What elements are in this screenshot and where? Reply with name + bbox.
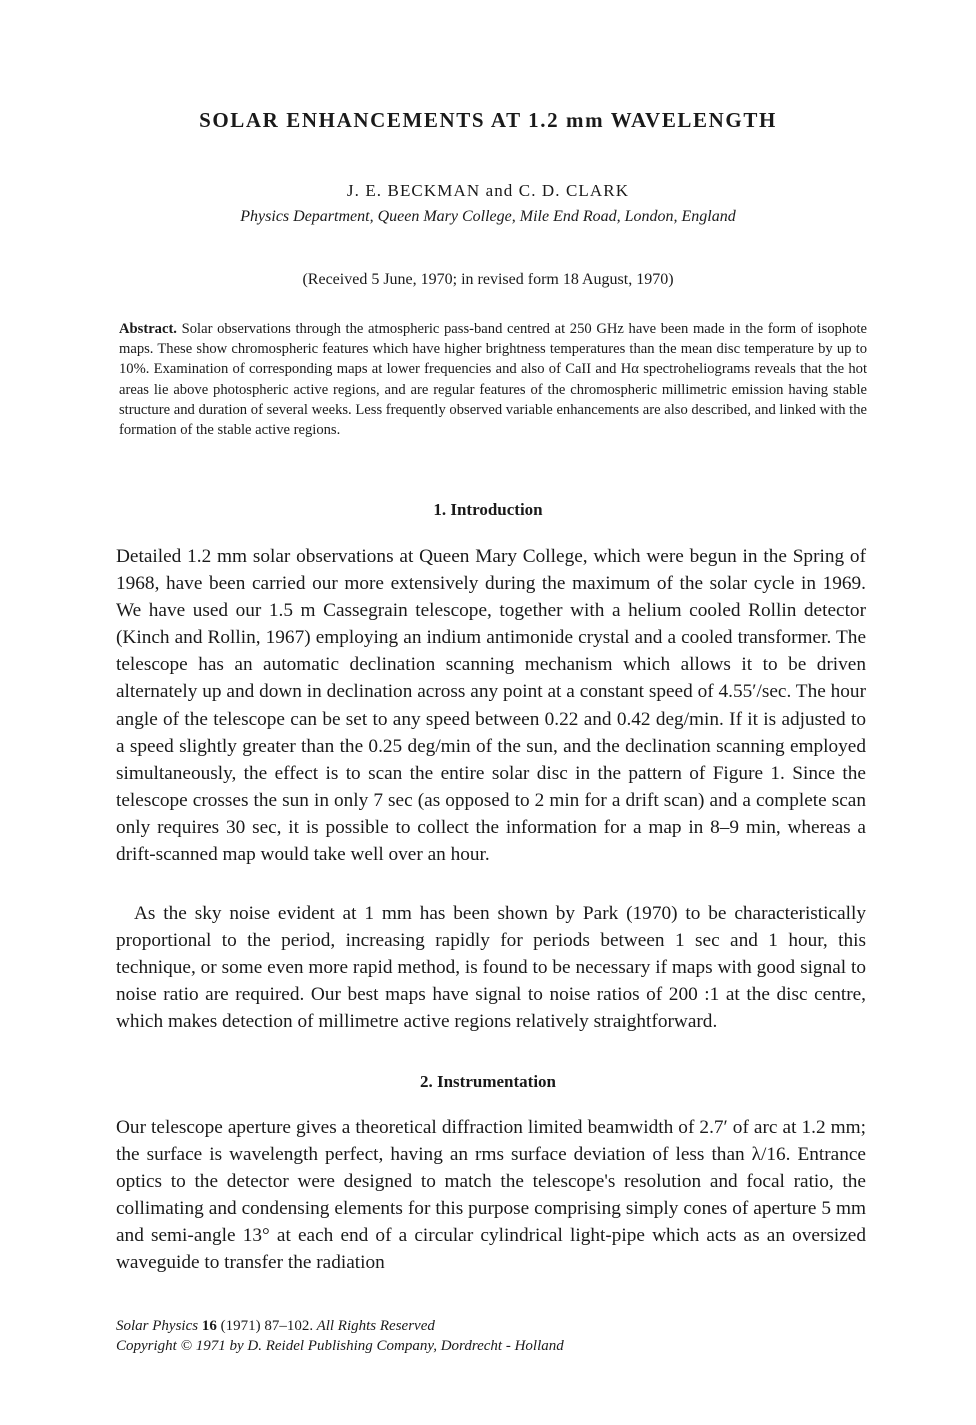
abstract-text: Solar observations through the atmospheric pass-band centred at 250 GHz have been made in the form of isophote maps. These show chromospheric features which have higher brightness temperatures than the mean disc temperature by up to 10%. Examination of corresponding maps at lower frequencies and also of CaII and Hα spectroheliograms reveals that the hot areas lie above photospheric active regions, and are regular features of the chromospheric millimetric emission having stable structure and duration of several weeks. Less frequently observed variable enhancements are also described, and linked with the formation of the stable active regions. xyxy=(119,321,867,439)
author-affiliation: Physics Department, Queen Mary College, Mile End Road, London, England xyxy=(240,208,736,225)
paragraph-text: Our telescope aperture gives a theoretical diffraction limited beamwidth of 2.7′ of arc at 1.2 mm; the surface is wavelength perfect, having an rms surface deviation of less than λ/16. Entrance optics to the detector were designed to match the telescope's resolution and focal ratio, the collimating and condensing elements for this purpose comprising simply cones of aperture 5 mm and semi-angle 13° at each end of a circular cylindrical light-pipe which acts as an oversized waveguide to transfer the radiation xyxy=(116,1117,866,1274)
journal-citation xyxy=(116,1316,876,1336)
paragraph-text: As the sky noise evident at 1 mm has been shown by Park (1970) to be characteristically proportional to the period, increasing rapidly for periods between 1 sec and 1 hour, this technique, or some even more rapid method, is found to be necessary if maps with good signal to noise ratio are required. Our best maps have signal to noise ratios of 200 :1 at the disc centre, which makes detection of millimetre active regions relatively straightforward. xyxy=(116,903,866,1033)
section-heading-introduction: 1. Introduction xyxy=(433,500,543,519)
paper-authors: J. E. BECKMAN and C. D. CLARK xyxy=(346,181,630,200)
paragraph-text: Detailed 1.2 mm solar observations at Queen Mary College, which were begun in the Spring of 1968, have been carried our more extensively during the maximum of the solar cycle in 1969. We have used our 1.5 m Cassegrain telescope, together with a helium cooled Rollin detector (Kinch and Rollin, 1967) employing an indium antimonide crystal and a cooled transformer. The telescope has an automatic declination scanning mechanism which allows it to be driven alternately up and down in declination across any point at a constant speed of 4.55′/sec. The hour angle of the telescope can be set to any speed between 0.22 and 0.42 deg/min. If it is adjusted to a speed slightly greater than the 0.25 deg/min of the sun, and the declination scanning employed simultaneously, the effect is to scan the entire solar disc in the pattern of Figure 1. Since the telescope crosses the sun in only 7 sec (as opposed to 2 min for a drift scan) and a complete scan only requires 30 sec, it is possible to collect the information for a map in 8–9 min, whereas a drift-scanned map would take well over an hour. xyxy=(116,546,866,866)
instrumentation-paragraph-1 xyxy=(116,1114,866,1277)
journal-name: Solar Physics xyxy=(116,1318,199,1334)
journal-volume: 16 xyxy=(201,1318,217,1334)
abstract-label: Abstract. xyxy=(119,321,177,337)
paper-title: SOLAR ENHANCEMENTS AT 1.2 mm WAVELENGTH xyxy=(199,108,777,132)
introduction-paragraph-2 xyxy=(116,900,866,1035)
section-heading-instrumentation: 2. Instrumentation xyxy=(419,1072,556,1091)
introduction-paragraph-1 xyxy=(116,543,866,868)
abstract xyxy=(119,319,867,440)
journal-year-pages: (1971) 87–102. xyxy=(220,1318,314,1334)
rights-notice: All Rights Reserved xyxy=(316,1318,435,1334)
copyright-notice: Copyright © 1971 by D. Reidel Publishing Company, Dordrecht - Holland xyxy=(116,1338,564,1354)
page-footer xyxy=(116,1316,876,1356)
received-date: (Received 5 June, 1970; in revised form 18 August, 1970) xyxy=(302,271,674,288)
